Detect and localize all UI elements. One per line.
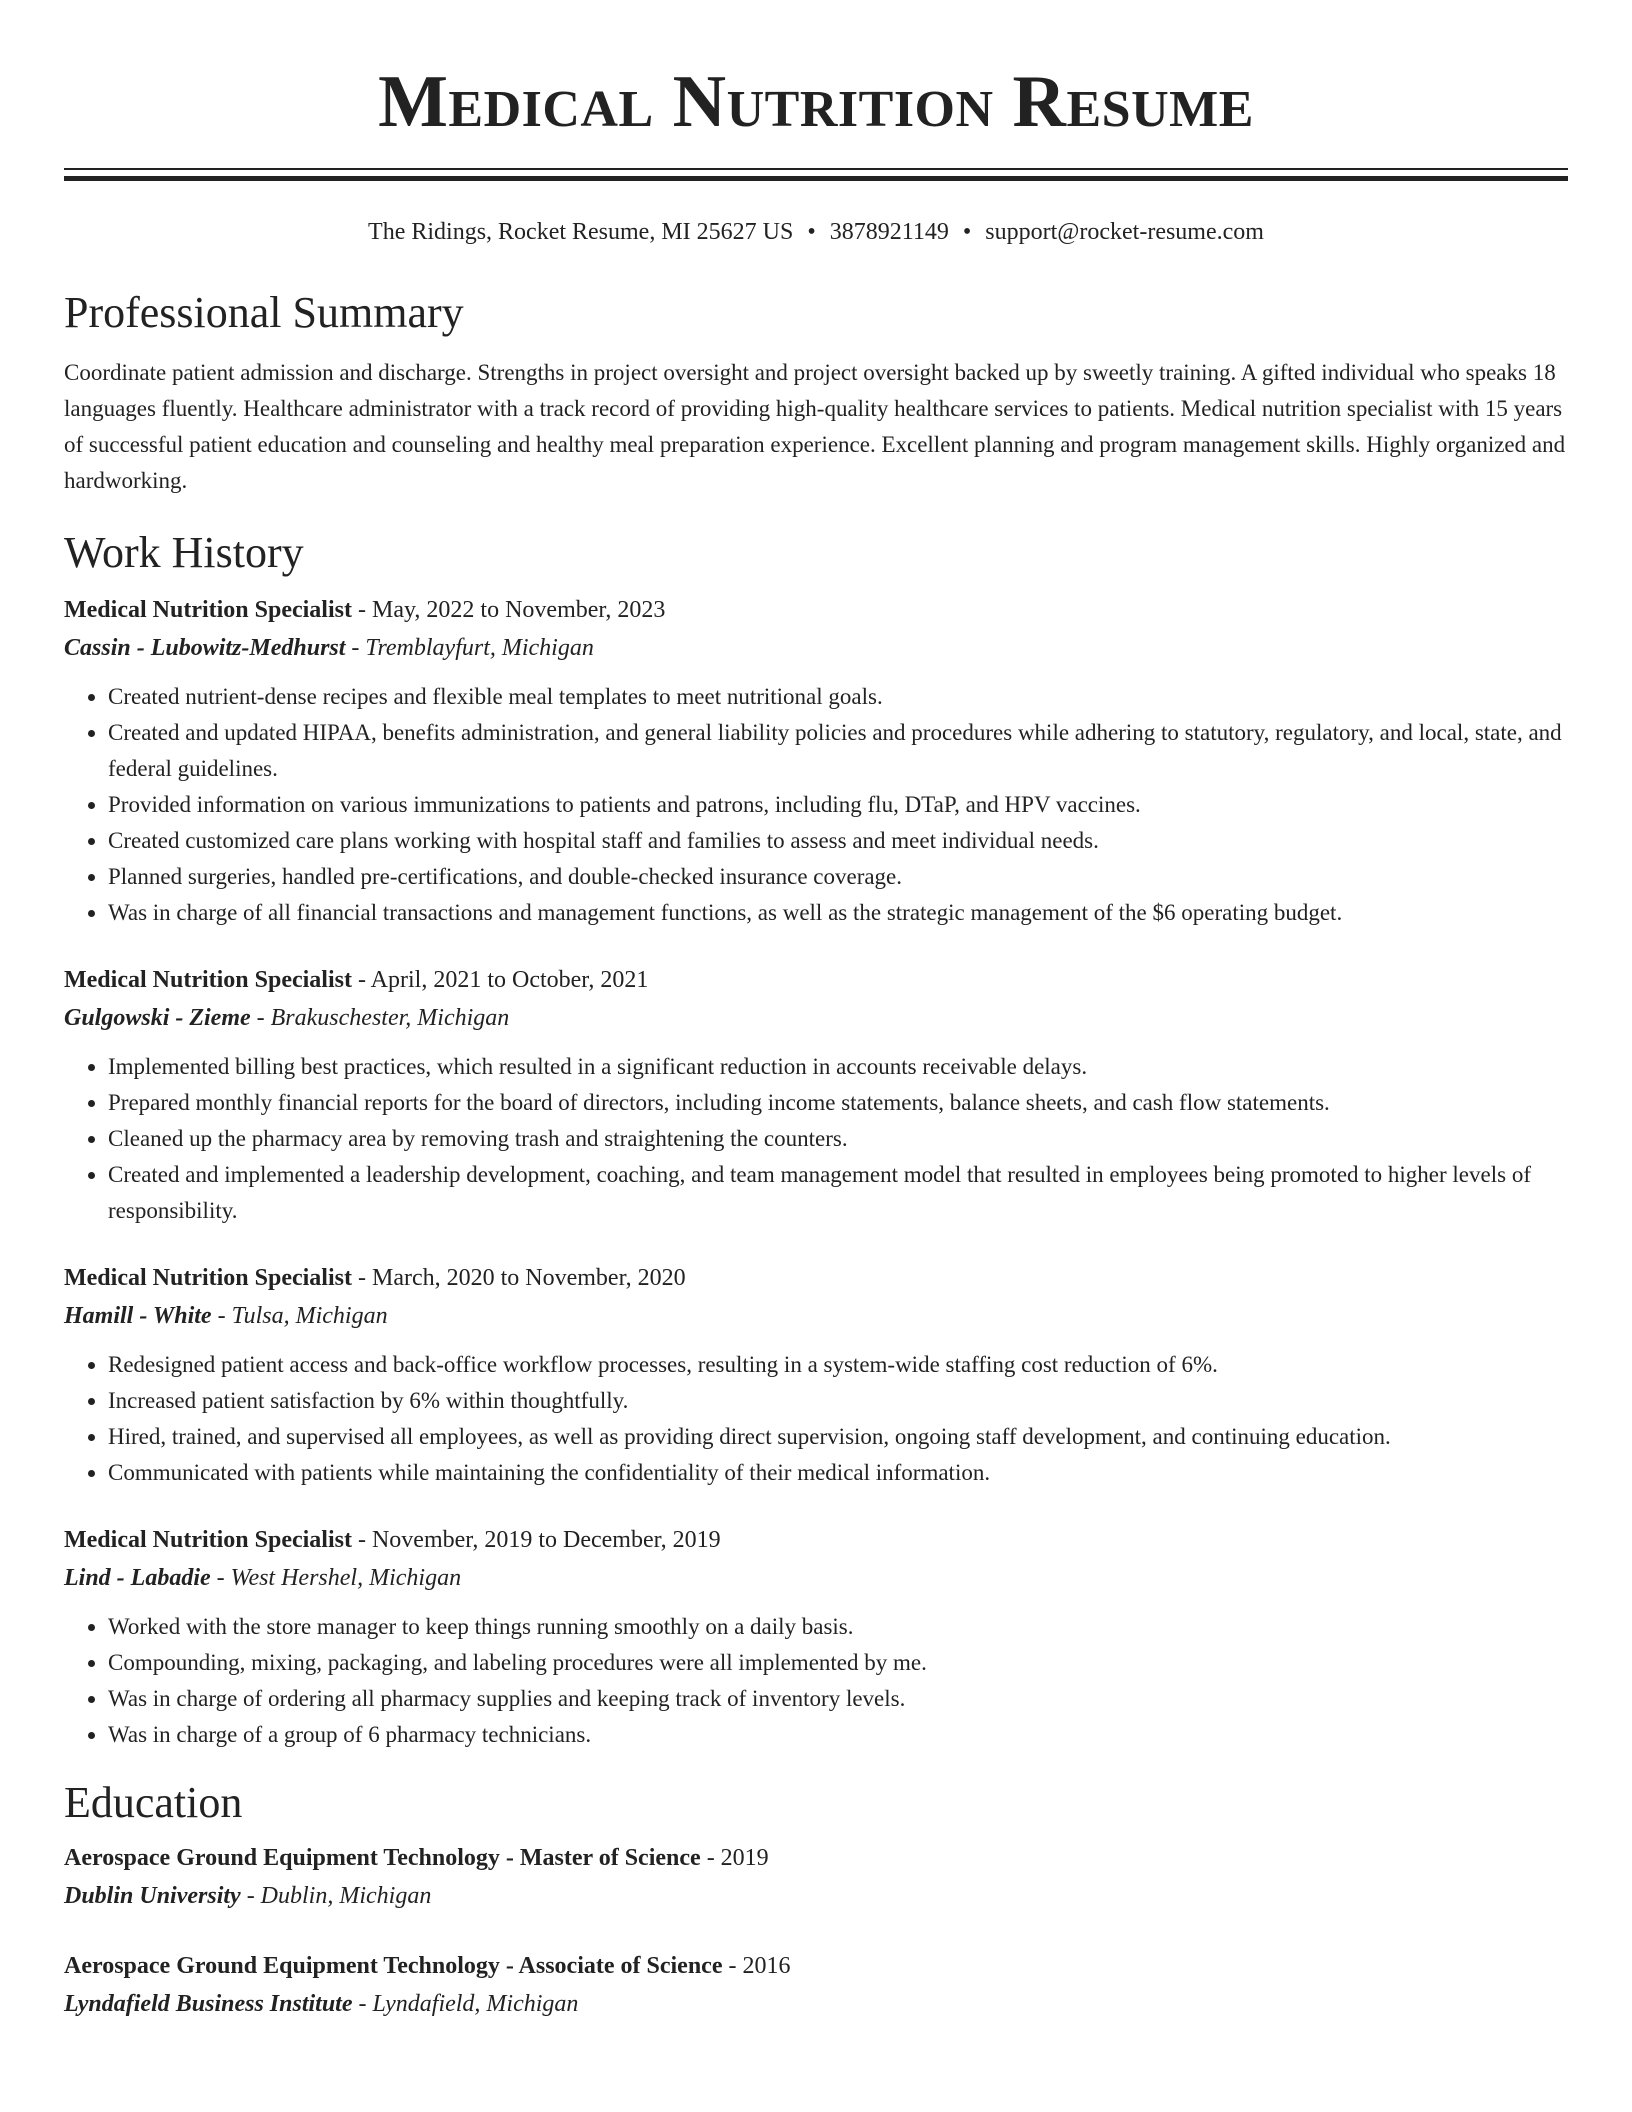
- job-title: Medical Nutrition Specialist: [64, 967, 352, 993]
- job-title: Medical Nutrition Specialist: [64, 1527, 352, 1553]
- education-degree-line: [64, 1839, 1568, 1877]
- job-location: - Brakuschester, Michigan: [250, 1005, 510, 1031]
- education-heading: Education: [64, 1778, 243, 1827]
- education-school-line: [64, 1877, 1568, 1915]
- job-bullets: [64, 1049, 1568, 1229]
- education-year: - 2016: [722, 1953, 791, 1979]
- job-bullet: • Created and implemented a leadership development, coaching, and team management model that resulted in employees being promoted to higher levels of responsibility.: [108, 1157, 1568, 1229]
- education-school: Dublin University: [64, 1883, 241, 1909]
- education-school: Lyndafield Business Institute: [64, 1991, 353, 2017]
- title-divider: [64, 168, 1568, 181]
- job-bullet: • Communicated with patients while maintaining the confidentiality of their medical information.: [108, 1455, 1568, 1491]
- job-title-line: [64, 1259, 1568, 1297]
- job-bullet: • Was in charge of a group of 6 pharmacy technicians.: [108, 1717, 1568, 1753]
- job-bullets: [64, 1347, 1568, 1491]
- job-bullet: • Compounding, mixing, packaging, and labeling procedures were all implemented by me.: [108, 1645, 1568, 1681]
- job-bullet: • Cleaned up the pharmacy area by removing trash and straightening the counters.: [108, 1121, 1568, 1157]
- job-dates: - May, 2022 to November, 2023: [351, 597, 666, 623]
- job-company-line: [64, 999, 1568, 1037]
- job-company-line: [64, 629, 1568, 667]
- job-entry: [64, 961, 1568, 1229]
- education-location: - Lyndafield, Michigan: [352, 1991, 579, 2017]
- job-title: Medical Nutrition Specialist: [64, 597, 352, 623]
- job-location: - West Hershel, Michigan: [210, 1565, 462, 1591]
- job-location: - Tremblayfurt, Michigan: [345, 635, 594, 661]
- contact-separator: •: [962, 219, 972, 245]
- education-degree: Aerospace Ground Equipment Technology - Associate of Science: [64, 1953, 723, 1979]
- job-title: Medical Nutrition Specialist: [64, 1265, 352, 1291]
- summary-heading: Professional Summary: [64, 288, 464, 337]
- contact-line: [64, 217, 1568, 247]
- job-bullet: • Increased patient satisfaction by 6% within thoughtfully.: [108, 1383, 1568, 1419]
- contact-phone: 3878921149: [829, 219, 949, 245]
- contact-separator: •: [807, 219, 816, 245]
- divider-thick-line: [64, 176, 1568, 181]
- job-company-line: [64, 1297, 1568, 1335]
- education-degree: Aerospace Ground Equipment Technology - Master of Science: [64, 1845, 701, 1871]
- divider-thin-line: [64, 168, 1568, 170]
- job-bullet: • Implemented billing best practices, which resulted in a significant reduction in accounts receivable delays.: [108, 1049, 1568, 1085]
- education-year: - 2019: [700, 1845, 769, 1871]
- job-bullet: • Was in charge of ordering all pharmacy supplies and keeping track of inventory levels.: [108, 1681, 1568, 1717]
- job-bullet: • Planned surgeries, handled pre-certifications, and double-checked insurance coverage.: [108, 859, 1568, 895]
- contact-address: The Ridings, Rocket Resume, MI 25627 US: [368, 219, 794, 245]
- job-title-line: [64, 591, 1568, 629]
- job-company: Gulgowski - Zieme: [64, 1005, 251, 1031]
- job-location: - Tulsa, Michigan: [211, 1303, 388, 1329]
- job-entry: [64, 1521, 1568, 1753]
- job-entry: [64, 591, 1568, 931]
- education-location: - Dublin, Michigan: [240, 1883, 432, 1909]
- job-bullet: • Redesigned patient access and back-office workflow processes, resulting in a system-wide staffing cost reduction of 6%.: [108, 1347, 1568, 1383]
- job-bullet: • Was in charge of all financial transactions and management functions, as well as the strategic management of the $6 operating budget.: [108, 895, 1568, 931]
- contact-email: support@rocket-resume.com: [985, 219, 1264, 245]
- job-entry: [64, 1259, 1568, 1491]
- education-entry: [64, 1839, 1568, 1915]
- job-company: Hamill - White: [64, 1303, 212, 1329]
- job-bullet: • Created customized care plans working with hospital staff and families to assess and meet individual needs.: [108, 823, 1568, 859]
- job-title-line: [64, 1521, 1568, 1559]
- education-school-line: [64, 1985, 1568, 2023]
- job-bullets: [64, 679, 1568, 931]
- job-company-line: [64, 1559, 1568, 1597]
- job-dates: - November, 2019 to December, 2019: [351, 1527, 721, 1553]
- job-bullet: • Hired, trained, and supervised all employees, as well as providing direct supervision, ongoing staff development, and continuing education.: [108, 1419, 1568, 1455]
- education-degree-line: [64, 1947, 1568, 1985]
- job-bullet: • Provided information on various immunizations to patients and patrons, including flu, DTaP, and HPV vaccines.: [108, 787, 1568, 823]
- job-bullet: • Created and updated HIPAA, benefits administration, and general liability policies and procedures while adhering to statutory, regulatory, and local, state, and federal guidelines.: [108, 715, 1568, 787]
- job-bullets: [64, 1609, 1568, 1753]
- summary-text: Coordinate patient admission and discharge. Strengths in project oversight and project oversight backed up by sweetly training. A gifted individual who speaks 18 languages fluently. Healthcare administrator with a track record of providing high-quality healthcare services to patients. Medical nutrition specialist with 15 years of successful patient education and counseling and healthy meal preparation experience. Excellent planning and program management skills. Highly organized and hardworking.: [64, 360, 1566, 493]
- job-dates: - March, 2020 to November, 2020: [351, 1265, 686, 1291]
- job-bullet: • Prepared monthly financial reports for the board of directors, including income statements, balance sheets, and cash flow statements.: [108, 1085, 1568, 1121]
- job-bullet: • Created nutrient-dense recipes and flexible meal templates to meet nutritional goals.: [108, 679, 1568, 715]
- job-title-line: [64, 961, 1568, 999]
- resume-title: Medical Nutrition Resume: [378, 61, 1254, 143]
- job-bullet: • Worked with the store manager to keep things running smoothly on a daily basis.: [108, 1609, 1568, 1645]
- work-history-heading: Work History: [64, 528, 304, 577]
- job-company: Cassin - Lubowitz-Medhurst: [64, 635, 346, 661]
- job-dates: - April, 2021 to October, 2021: [351, 967, 649, 993]
- education-entry: [64, 1947, 1568, 2023]
- job-company: Lind - Labadie: [64, 1565, 211, 1591]
